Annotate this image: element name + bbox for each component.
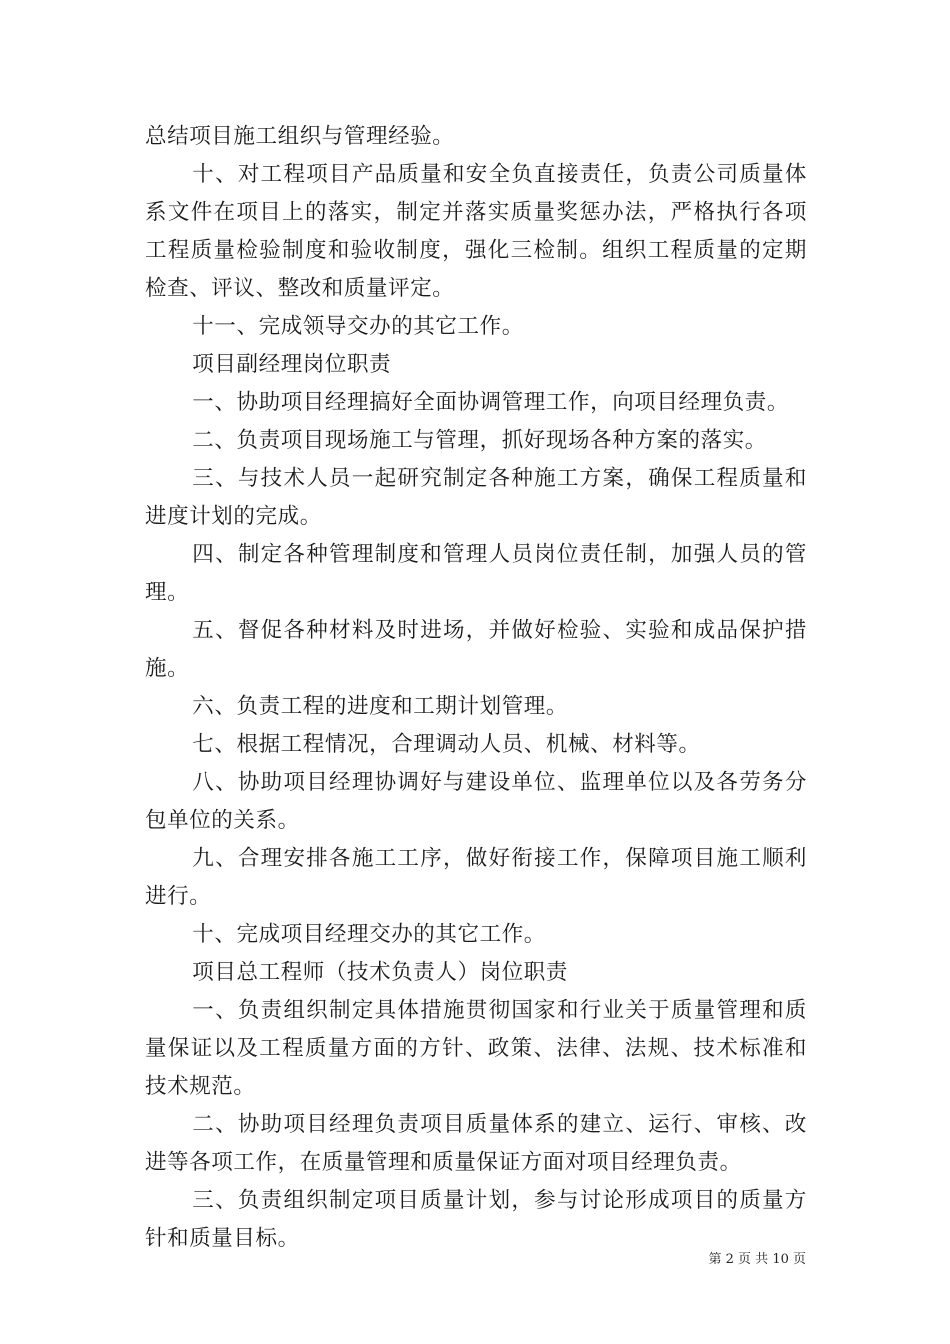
paragraph: 总结项目施工组织与管理经验。 [145,124,455,149]
section-heading: 项目总工程师（技术负责人）岗位职责 [192,960,568,985]
paragraph: 七、根据工程情况，合理调动人员、机械、材料等。 [192,732,701,757]
paragraph: 十、对工程项目产品质量和安全负直接责任，负责公司质量体系文件在项目上的落实，制定并落实质量奖惩办法，严格执行各项工程质量检验制度和验收制度，强化三检制。组织工程质量的定期检查、评议、整改和质量评定。 [145,162,807,301]
paragraph: 一、负责组织制定具体措施贯彻国家和行业关于质量管理和质量保证以及工程质量方面的方针、政策、法律、法规、技术标准和技术规范。 [145,998,807,1099]
paragraph: 十一、完成领导交办的其它工作。 [192,314,524,339]
paragraph: 十、完成项目经理交办的其它工作。 [192,922,546,947]
paragraph: 二、协助项目经理负责项目质量体系的建立、运行、审核、改进等各项工作，在质量管理和质量保证方面对项目经理负责。 [145,1112,807,1175]
section-heading: 项目副经理岗位职责 [192,352,392,377]
paragraph: 八、协助项目经理协调好与建设单位、监理单位以及各劳务分包单位的关系。 [145,770,807,833]
paragraph: 三、与技术人员一起研究制定各种施工方案，确保工程质量和进度计划的完成。 [145,466,807,529]
paragraph: 五、督促各种材料及时进场，并做好检验、实验和成品保护措施。 [145,618,807,681]
document-body [145,118,807,1258]
page-number-footer: 第 2 页 共 10 页 [708,1252,806,1267]
paragraph: 四、制定各种管理制度和管理人员岗位责任制，加强人员的管理。 [145,542,807,605]
paragraph: 九、合理安排各施工工序，做好衔接工作，保障项目施工顺利进行。 [145,846,807,909]
paragraph: 二、负责项目现场施工与管理，抓好现场各种方案的落实。 [192,428,767,453]
paragraph: 三、负责组织制定项目质量计划，参与讨论形成项目的质量方针和质量目标。 [145,1188,807,1251]
paragraph: 六、负责工程的进度和工期计划管理。 [192,694,568,719]
paragraph: 一、协助项目经理搞好全面协调管理工作，向项目经理负责。 [192,390,789,415]
